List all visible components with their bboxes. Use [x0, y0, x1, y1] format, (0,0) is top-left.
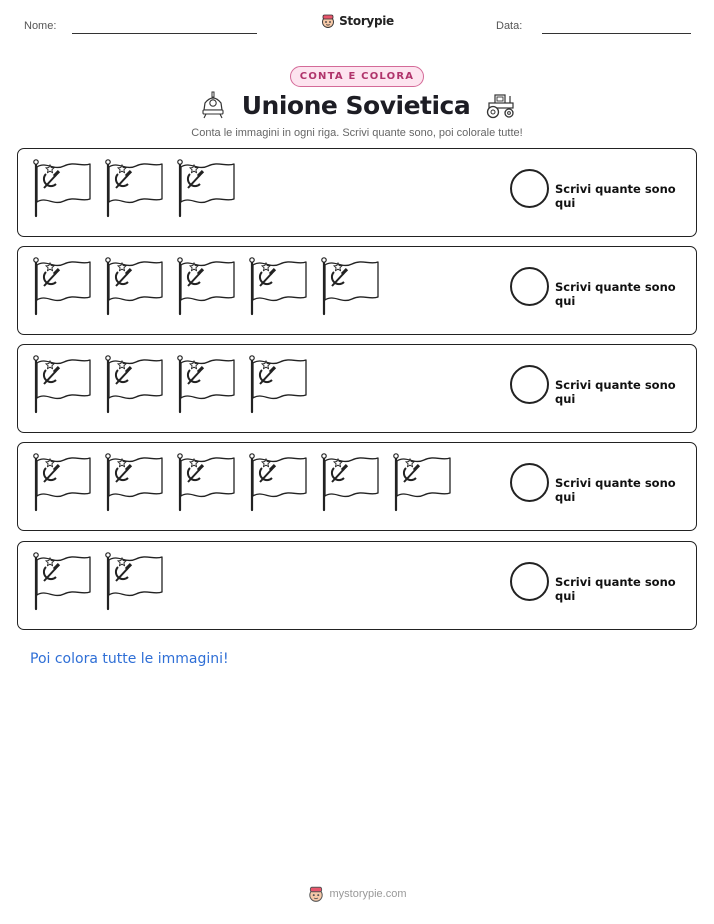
soviet-flag-icon: [392, 452, 452, 512]
soviet-flag-icon: [176, 452, 236, 512]
answer-label: Scrivi quante sono qui: [555, 280, 676, 308]
soviet-flag-icon: [104, 354, 164, 414]
soviet-flag-icon: [104, 256, 164, 316]
soviet-flag-icon: [248, 452, 308, 512]
tractor-icon: [484, 90, 516, 120]
answer-label: Scrivi quante sono qui: [555, 476, 676, 504]
answer-label: Scrivi quante sono qui: [555, 575, 676, 603]
answer-label: Scrivi quante sono qui: [555, 378, 676, 406]
storypie-logo-icon: [320, 13, 336, 29]
answer-circle[interactable]: [510, 169, 549, 208]
counting-row: [17, 344, 697, 433]
brand-name: Storypie: [339, 14, 394, 28]
page-title: Unione Sovietica: [241, 90, 471, 120]
answer-circle[interactable]: [510, 463, 549, 502]
storypie-logo-icon: [307, 885, 325, 903]
date-label: Data:: [496, 20, 523, 32]
item-group: [32, 256, 380, 316]
item-group: [32, 551, 164, 611]
answer-circle[interactable]: [510, 562, 549, 601]
item-group: [32, 158, 236, 218]
item-group: [32, 354, 308, 414]
soviet-flag-icon: [32, 551, 92, 611]
instructions: Conta le immagini in ogni riga. Scrivi quante sono, poi colorale tutte!: [191, 127, 523, 139]
counting-row: [17, 541, 697, 630]
answer-circle[interactable]: [510, 267, 549, 306]
soviet-flag-icon: [176, 256, 236, 316]
soviet-flag-icon: [32, 452, 92, 512]
soviet-flag-icon: [32, 354, 92, 414]
name-label: Nome:: [24, 20, 57, 32]
soviet-flag-icon: [248, 256, 308, 316]
counting-row: [17, 246, 697, 335]
footer-brand: [0, 885, 714, 903]
answer-label: Scrivi quante sono qui: [555, 182, 676, 210]
soviet-flag-icon: [104, 551, 164, 611]
soviet-flag-icon: [176, 354, 236, 414]
soviet-flag-icon: [320, 452, 380, 512]
soviet-flag-icon: [104, 158, 164, 218]
date-line: [542, 33, 691, 34]
soviet-flag-icon: [32, 158, 92, 218]
soviet-flag-icon: [104, 452, 164, 512]
footer-site: mystorypie.com: [329, 888, 407, 900]
activity-badge: CONTA E COLORA: [290, 66, 424, 87]
footer-note: Poi colora tutte le immagini!: [30, 651, 229, 667]
soviet-flag-icon: [176, 158, 236, 218]
name-line: [72, 33, 257, 34]
spacecraft-icon: [198, 90, 228, 120]
title-row: [0, 90, 714, 120]
counting-row: [17, 148, 697, 237]
item-group: [32, 452, 452, 512]
soviet-flag-icon: [248, 354, 308, 414]
soviet-flag-icon: [320, 256, 380, 316]
answer-circle[interactable]: [510, 365, 549, 404]
header-brand: [0, 13, 714, 29]
counting-row: [17, 442, 697, 531]
soviet-flag-icon: [32, 256, 92, 316]
